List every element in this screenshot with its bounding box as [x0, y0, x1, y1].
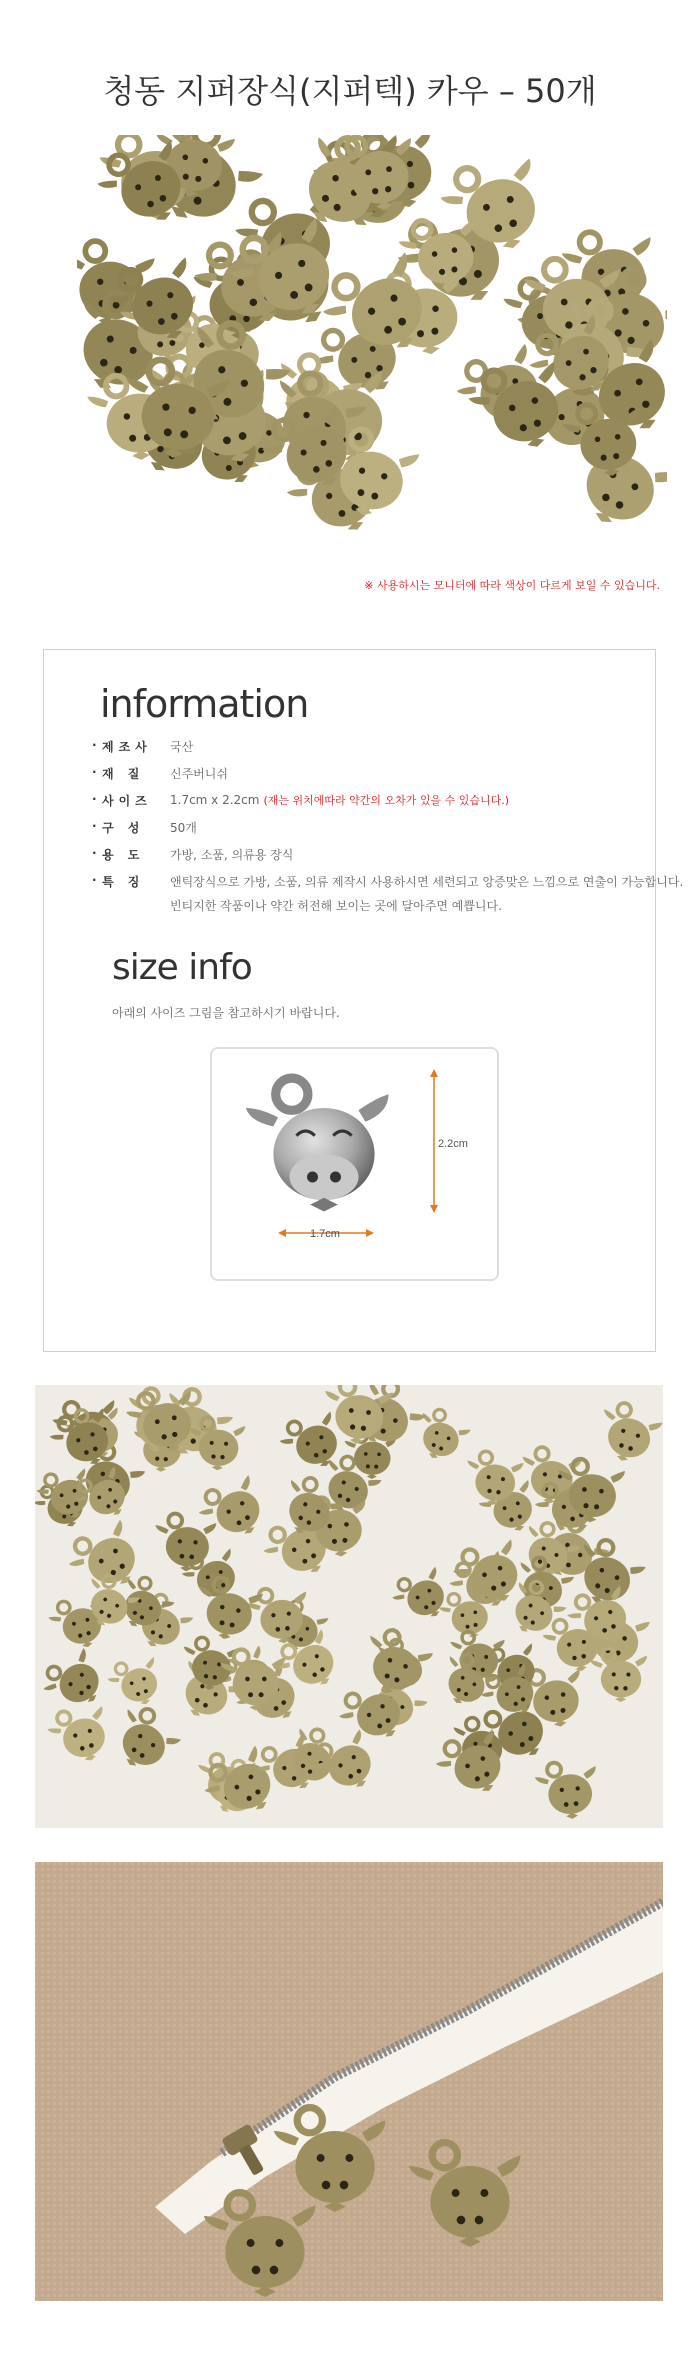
cow-charm	[590, 1397, 663, 1469]
information-heading: information	[100, 682, 309, 726]
product-photo-scattered	[35, 1385, 663, 1828]
size-diagram	[210, 1047, 499, 1281]
height-label: 2.2cm	[438, 1138, 468, 1150]
cow-charm-silver	[246, 1078, 389, 1211]
width-label: 1.7cm	[310, 1228, 340, 1240]
size-info-subtitle: 아래의 사이즈 그림을 참고하시기 바랍니다.	[112, 1006, 340, 1020]
cow-charm	[407, 1403, 473, 1468]
product-photo-pile	[77, 135, 667, 543]
product-photo-zipper	[35, 1862, 663, 2301]
cow-charm	[44, 1700, 117, 1771]
page-title: 청동 지퍼장식(지퍼텍) 카우 – 50개	[103, 72, 597, 110]
cow-charm	[104, 1652, 168, 1714]
cow-charm	[534, 1759, 600, 1822]
cow-charm	[102, 1699, 185, 1781]
cow-charm	[387, 1562, 457, 1631]
color-disclaimer: ※ 사용하시는 모니터에 따라 색상이 다르게 보일 수 있습니다.	[364, 579, 660, 592]
info-row-feature-line2: 빈티지한 작품이나 약간 허전해 보이는 곳에 달아주면 예쁩니다.	[170, 899, 502, 913]
size-info-heading: size info	[112, 947, 252, 988]
